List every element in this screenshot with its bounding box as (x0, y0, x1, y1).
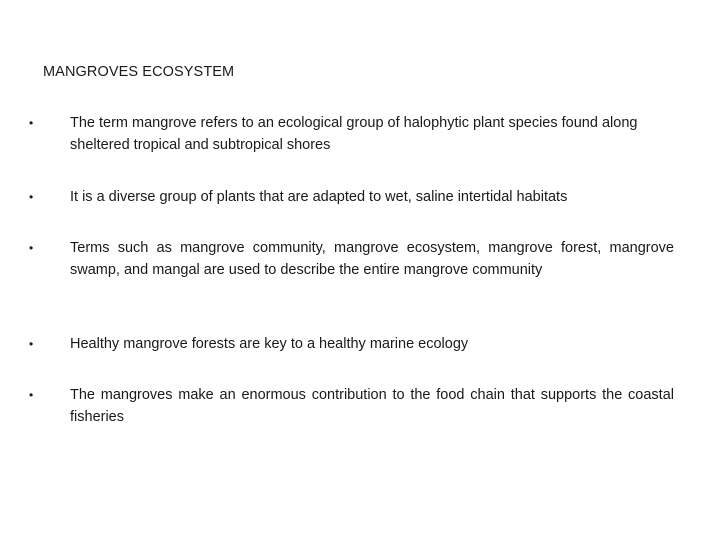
bullet-text: Healthy mangrove forests are key to a healthy marine ecology (70, 336, 469, 352)
bullet-text: The mangroves make an enormous contribution to the food chain that supports the coastal fisheries (70, 387, 674, 425)
bullet-icon: • (29, 388, 34, 402)
slide-title: MANGROVES ECOSYSTEM (43, 64, 235, 80)
bullet-icon: • (29, 190, 34, 204)
bullet-icon: • (29, 337, 34, 351)
bullet-text: The term mangrove refers to an ecological group of halophytic plant species found along sheltered tropical and subtropical shores (70, 115, 638, 153)
bullet-icon: • (29, 241, 34, 255)
bullet-text: Terms such as mangrove community, mangrove ecosystem, mangrove forest, mangrove swamp, and mangal are used to describe the entire mangrove community (70, 240, 674, 278)
bullet-icon: • (29, 116, 34, 130)
bullet-text: It is a diverse group of plants that are adapted to wet, saline intertidal habitats (70, 189, 568, 205)
